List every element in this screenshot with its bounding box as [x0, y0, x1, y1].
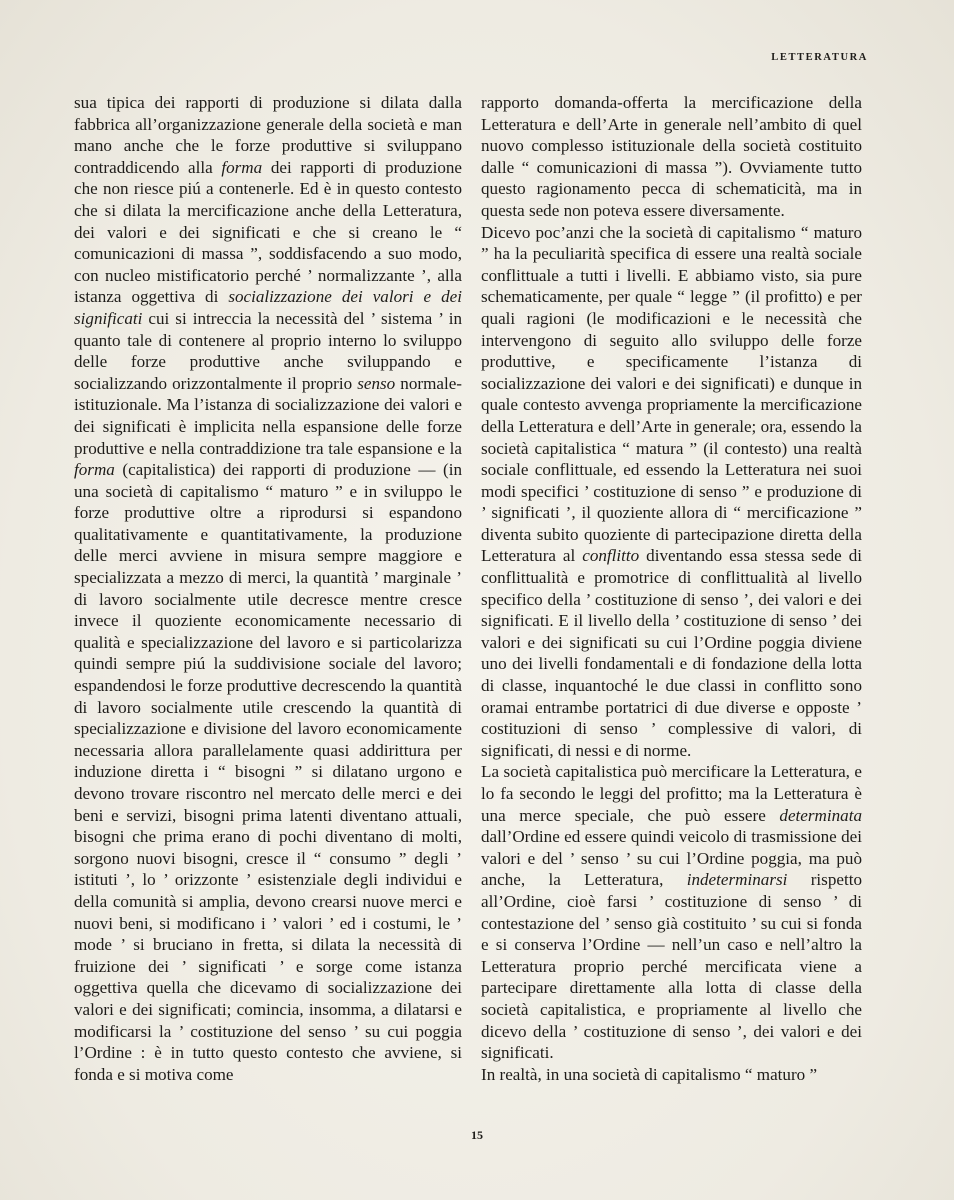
italic-phrase: indeterminarsi — [686, 870, 788, 890]
paragraph: rapporto domanda-offerta la mercificazione della Letteratura e dell’Arte in generale nell’ambito di quel nuovo complesso istituzionale della società costituito dalle “ comunicazioni di massa ”). Ovviamente tutto questo ragionamento pecca di schematicità, ma in questa sede non poteva essere diversamente. — [481, 93, 862, 220]
paragraph: In realtà, in una società di capitalismo “ maturo ” — [481, 1064, 818, 1084]
italic-phrase: conflitto — [582, 546, 640, 566]
text-column-right — [481, 92, 862, 1085]
italic-phrase: senso — [357, 373, 396, 393]
italic-phrase: socializzazione dei valori e dei significati — [74, 287, 463, 328]
italic-phrase: determinata — [779, 805, 862, 825]
paragraph: La società capitalistica può mercificare la Letteratura, e lo fa secondo le leggi del profitto; ma la Letteratura è una merce speciale, che può essere determinata dall’Ordine ed essere quindi veicolo di trasmissione dei valori e del ’ senso ’ su cui l’Ordine poggia, ma può anche, la Letteratura, indeterminarsi rispetto all’Ordine, cioè farsi ’ costituzione di senso ’ di contestazione del ’ senso già costituito ’ su cui si fonda e si conserva l’Ordine — nell’un caso e nell’altro la Letteratura proprio perché mercificata viene a partecipare direttamente alla lotta di classe della società capitalistica, e propriamente al livello che dicevo della ’ costituzione di senso ’, dei valori e dei significati. — [481, 762, 862, 1063]
page-number: 15 — [471, 1128, 483, 1142]
italic-phrase: forma — [74, 460, 115, 480]
paragraph: Dicevo poc’anzi che la società di capitalismo “ maturo ” ha la peculiarità specifica di essere una realtà sociale conflittuale a tutti i livelli. E abbiamo visto, sia pure schematicamente, per quale “ legge ” (il profitto) e per quali ragioni (le modificazioni e le necessità che intervengono di seguito allo sviluppo delle forze produttive, e specificamente l’istanza di socializzazione dei valori e dei significati) e dunque in quale contesto avvenga propriamente la mercificazione della Letteratura e dell’Arte in generale; ora, essendo la società capitalistica “ matura ” (il contesto) una realtà sociale conflittuale, ed essendo la Letteratura nei suoi modi specifici ’ costituzione di senso ” e produzione di ’ significati ’, il quoziente allora di “ mercificazione ” diventa subito quoziente di partecipazione diretta della Letteratura al conflitto diventando essa stessa sede di conflittualità e promotrice di conflittualità al livello specifico della ’ costituzione di senso ’, dei valori e dei significati. E il livello della ’ costituzione di senso ’ dei valori e dei significati su cui l’Ordine poggia diviene uno dei livelli fondamentali e di fondazione della lotta di classe, inquantoché le due classi in conflitto sono oramai entrambe portatrici di due diverse e opposte ’ costituzioni di senso ’ complessive di valori, di significati, di nessi e di norme. — [481, 222, 862, 760]
text-column-left — [74, 92, 462, 1085]
paragraph: sua tipica dei rapporti di produzione si dilata dalla fabbrica all’organizzazione generale della società e man mano anche che le forze produttive si sviluppano contraddicendo alla forma dei rapporti di produzione che non riesce piú a contenerle. Ed è in questo contesto che si dilata la mercificazione anche della Letteratura, dei valori e dei significati e che si creano le “ comunicazioni di massa ”, soddisfacendo a suo modo, con nucleo mistificatorio perché ’ normalizzante ’, alla istanza oggettiva di socializzazione dei valori e dei significati cui si intreccia la necessità del ’ sistema ’ in quanto tale di contenere al proprio interno lo sviluppo delle forze produttive anche sviluppando e socializzando orizzontalmente il proprio senso normale-istituzionale. Ma l’istanza di socializzazione dei valori e dei significati è implicita nella espansione delle forze produttive e nella contraddizione tra tale espansione e la forma (capitalistica) dei rapporti di produzione — (in una società di capitalismo “ maturo ” e in sviluppo le forze produttive oltre a riprodursi si espandono qualitativamente e quantitativamente, la produzione delle merci avviene in misura sempre maggiore e specializzata a mezzo di merci, la quantità ’ marginale ’ di lavoro socialmente utile decresce mentre cresce invece il quoziente economicamente necessario di qualità e specializzazione del lavoro e si particolarizza quindi sempre piú la suddivisione sociale del lavoro; espandendosi le forze produttive decrescendo la quantità di lavoro socialmente utile crescendo la quantità di specializzazione e divisione del lavoro economicamente necessaria allora parallelamente quasi addirittura per induzione diretta i “ bisogni ” si dilatano urgono e devono trovare riscontro nel mercato delle merci e dei beni e servizi, bisogni prima latenti diventano attuali, bisogni che prima erano di pochi diventano di molti, sorgono nuovi bisogni, cresce il “ consumo ” degli ’ istituti ’, lo ’ orizzonte ’ esistenziale degli individui e della comunità si amplia, devono crearsi nuove merci e nuovi beni, si modificano i ’ valori ’ ed i costumi, le ’ mode ’ si bruciano in fretta, si dilata la necessità di fruizione dei ’ significati ’ e sorge come istanza oggettiva quella che dicevamo di socializzazione dei valori e dei significati; comincia, insomma, a dilatarsi e modificarsi la ’ costituzione del senso ’ su cui poggia l’Ordine : è in tutto questo contesto che avviene, si fonda e si motiva come — [74, 93, 463, 1084]
running-head: LETTERATURA — [771, 52, 868, 63]
italic-phrase: forma — [221, 157, 263, 177]
